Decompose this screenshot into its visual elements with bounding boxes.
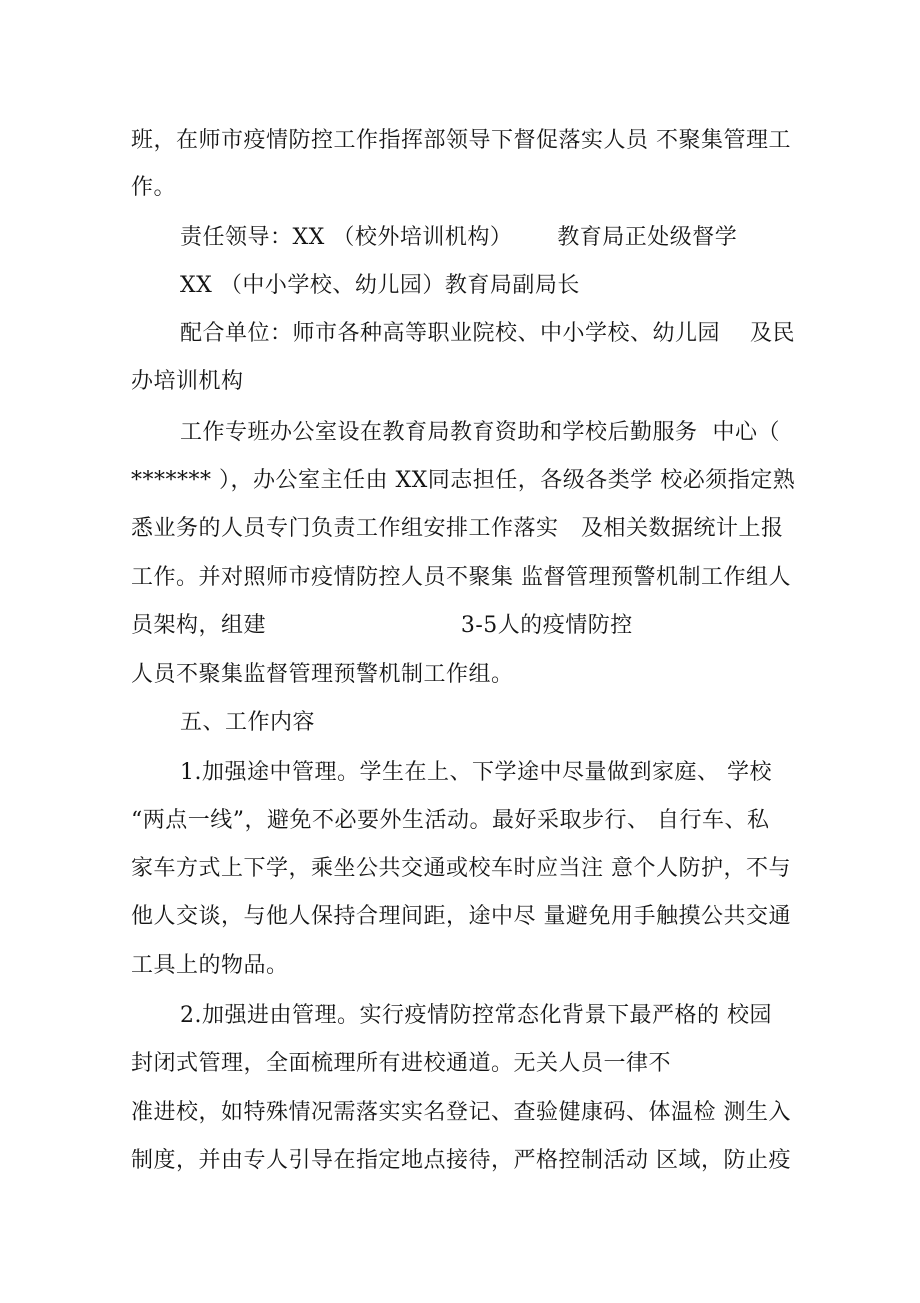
text-line: 工作。并对照师市疫情防控人员不聚集 监督管理预警机制工作组人 bbox=[131, 565, 791, 590]
text-line: 办培训机构 bbox=[131, 369, 244, 394]
text-line: 工作专班办公室设在教育局教育资助和学校后勤服务 中心（ bbox=[180, 420, 780, 445]
text-line: 家车方式上下学，乘坐公共交通或校车时应当注 意个人防护，不与 bbox=[131, 856, 791, 881]
text-line: 准进校，如特殊情况需落实实名登记、查验健康码、体温检 测生入 bbox=[131, 1100, 791, 1125]
text-line: ******* ），办公室主任由 XX同志担任，各级各类学 校必须指定熟 bbox=[131, 468, 796, 493]
text-line: 员架构，组建 3-5人的疫情防控 bbox=[131, 613, 633, 638]
text-line: 制度，并由专人引导在指定地点接待，严格控制活动 区域，防止疫 bbox=[131, 1148, 791, 1173]
text-line: 配合单位：师市各种高等职业院校、中小学校、幼儿园 及民 bbox=[180, 321, 795, 346]
text-line: 他人交谈，与他人保持合理间距，途中尽 量避免用手触摸公共交通 bbox=[131, 904, 791, 929]
text-line: “两点一线”，避免不必要外生活动。最好采取步行、 自行车、私 bbox=[131, 808, 770, 833]
text-line: 封闭式管理，全面梳理所有进校通道。无关人员一律不 bbox=[131, 1051, 672, 1076]
text-line: XX （中小学校、幼儿园）教育局副局长 bbox=[180, 273, 580, 298]
text-line: 1.加强途中管理。学生在上、下学途中尽量做到家庭、 学校 bbox=[180, 760, 772, 785]
text-line: 责任领导：XX （校外培训机构） 教育局正处级督学 bbox=[180, 225, 738, 250]
text-line: 2.加强进由管理。实行疫情防控常态化背景下最严格的 校园 bbox=[180, 1003, 772, 1028]
text-line: 作。 bbox=[131, 175, 177, 200]
text-line: 班，在师市疫情防控工作指挥部领导下督促落实人员 不聚集管理工 bbox=[131, 128, 791, 153]
text-line: 人员不聚集监督管理预警机制工作组。 bbox=[131, 662, 514, 687]
section-heading: 五、工作内容 bbox=[180, 710, 316, 735]
text-line: 悉业务的人员专门负责工作组安排工作落实 及相关数据统计上报 bbox=[131, 516, 784, 541]
text-line: 工具上的物品。 bbox=[131, 953, 289, 978]
